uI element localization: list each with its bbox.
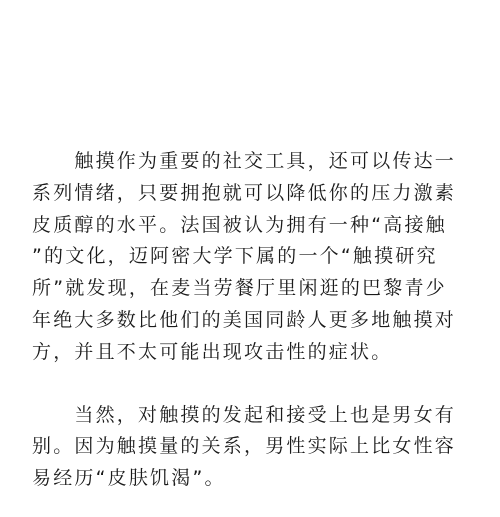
text-line: 所”就发现，在麦当劳餐厅里闲逛的巴黎青少 (32, 277, 447, 300)
paragraph-2 (32, 400, 472, 495)
text-line: ”的文化，迈阿密大学下属的一个“触摸研究 (32, 245, 438, 268)
text-line: 年绝大多数比他们的美国同龄人更多地触摸对 (32, 308, 457, 331)
paragraph-spacer (32, 369, 472, 400)
paragraph-1 (32, 146, 472, 369)
text-line: 易经历“皮肤饥渴”。 (32, 467, 226, 490)
text-line: 当然，对触摸的发起和接受上也是男女有 (32, 403, 457, 426)
article-body (32, 146, 472, 495)
text-line: 皮质醇的水平。法国被认为拥有一种“高接触 (32, 213, 447, 236)
text-line: 别。因为触摸量的关系，男性实际上比女性容 (32, 435, 457, 458)
text-line: 系列情绪，只要拥抱就可以降低你的压力激素 (32, 181, 457, 204)
text-line: 触摸作为重要的社交工具，还可以传达一 (32, 150, 457, 172)
text-line: 方，并且不太可能出现攻击性的症状。 (32, 340, 393, 363)
